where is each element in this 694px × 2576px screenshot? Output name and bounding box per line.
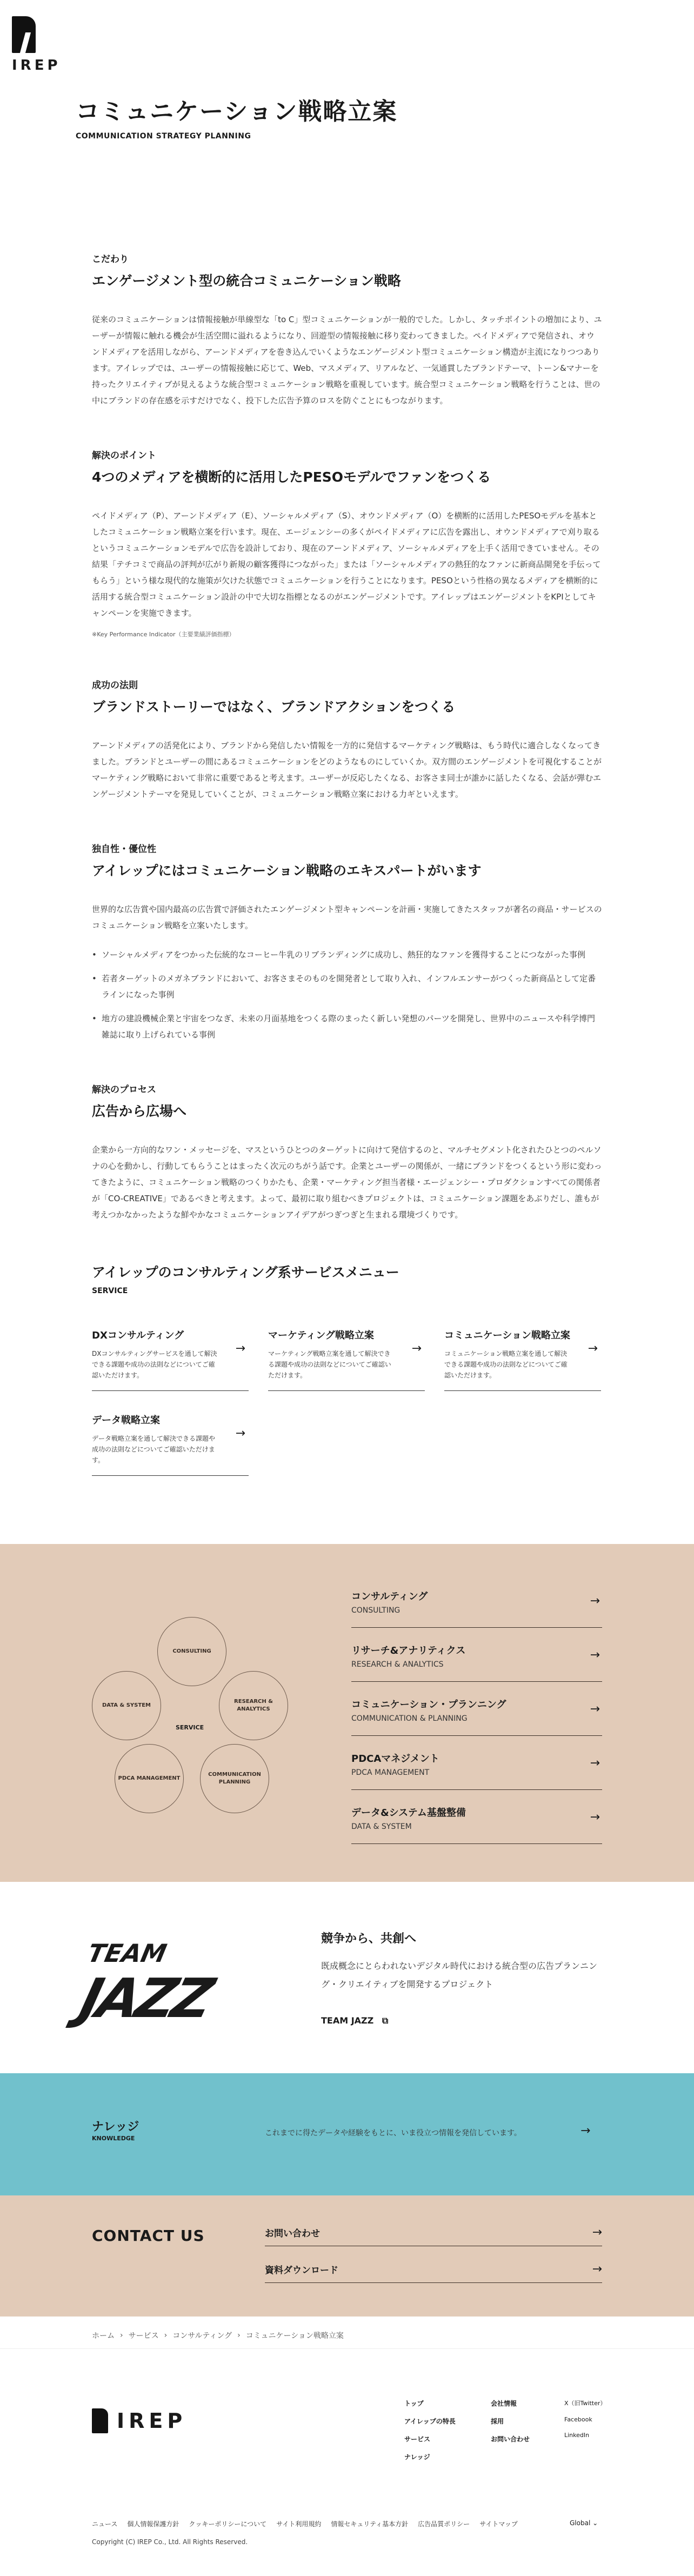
- section-heading: 広告から広場へ: [92, 1103, 187, 1119]
- arrow-right-icon: →: [592, 2262, 602, 2276]
- arrow-right-icon: →: [590, 1648, 600, 1662]
- team-jazz-link[interactable]: [321, 2015, 388, 2026]
- service-card-title: データ戦略立案: [92, 1415, 160, 1426]
- service-card-desc: マーケティング戦略立案を通して解決できる課題や成功の法則などについてご確認いただけます。: [268, 1350, 391, 1379]
- copyright: Copyright (C) IREP Co., Ltd. All Rights Reserved.: [92, 2538, 248, 2546]
- section-advantage: [92, 841, 602, 1043]
- consulting-item-title: コンサルティング: [351, 1590, 428, 1602]
- logo-mark-icon: [92, 2408, 108, 2433]
- team-jazz-logo-top: TEAM: [85, 1939, 169, 1968]
- team-jazz-heading: 競争から、共創へ: [321, 1932, 417, 1946]
- service-card-title: マーケティング戦略立案: [268, 1330, 374, 1341]
- footer-nav-col-1: [404, 2399, 456, 2470]
- contact-band: [0, 2195, 694, 2317]
- page-title: コミュニケーション戦略立案: [76, 98, 398, 125]
- section-success: [92, 677, 602, 802]
- consulting-item[interactable]: [351, 1790, 602, 1844]
- section-point: [92, 448, 602, 638]
- chevron-down-icon: ⌄: [592, 2519, 598, 2527]
- contact-title: CONTACT US: [92, 2227, 205, 2245]
- service-card-desc: データ戦略立案を通して解決できる課題や成功の法則などについてご確認いただけます。: [92, 1435, 216, 1464]
- footer-link[interactable]: トップ: [404, 2400, 424, 2407]
- service-menu-subtitle: SERVICE: [92, 1287, 128, 1295]
- section-eyebrow: 解決のプロセス: [92, 1084, 156, 1095]
- knowledge-desc: これまでに得たデータや経験をもとに、いま役立つ情報を発信しています。: [265, 2129, 522, 2138]
- consulting-item-en: DATA & SYSTEM: [351, 1822, 412, 1831]
- breadcrumb-separator: ›: [237, 2331, 241, 2340]
- service-menu-title: アイレップのコンサルティング系サービスメニュー: [92, 1264, 399, 1280]
- diagram-node-research: RESEARCH & ANALYTICS: [219, 1671, 288, 1740]
- team-jazz-section: [0, 1882, 694, 2073]
- contact-link-label: お問い合わせ: [265, 2228, 320, 2239]
- section-heading: 4つのメディアを横断的に活用したPESOモデルでファンをつくる: [92, 469, 491, 485]
- team-jazz-link-label: TEAM JAZZ: [321, 2015, 374, 2026]
- site-header: [0, 0, 694, 81]
- footer-social-col: [564, 2399, 606, 2447]
- footer-social-link[interactable]: X（旧Twitter）: [564, 2400, 606, 2407]
- section-note: ※Key Performance Indicator（主要業績評価指標）: [92, 631, 235, 638]
- arrow-right-icon: →: [590, 1702, 600, 1716]
- arrow-right-icon: →: [588, 1342, 598, 1355]
- arrow-right-icon: →: [592, 2226, 602, 2239]
- footer-bottom-links: [92, 2519, 518, 2528]
- list-item: • 若者ターゲットのメガネブランドにおいて、お客さまそのものを開発者として取り入れ、インフルエンサーがつくった新商品として定番ラインになった事例: [92, 970, 602, 1003]
- footer-link[interactable]: サービス: [404, 2435, 431, 2443]
- list-item: • 地方の建設機械企業と宇宙をつなぎ、未来の月面基地をつくる際のまったく新しい発想のパーツを開発し、世界中のニュースや科学博門雑誌に取り上げられている事例: [92, 1010, 602, 1043]
- service-card-dx[interactable]: [92, 1328, 249, 1391]
- consulting-band: [0, 1544, 694, 1882]
- arrow-right-icon: →: [590, 1756, 600, 1770]
- service-card-title: DXコンサルティング: [92, 1330, 184, 1341]
- breadcrumb-separator: ›: [120, 2331, 123, 2340]
- section-body: アーンドメディアの活発化により、ブランドから発信したい情報を一方的に発信するマーケティング戦略は、もう時代に適合しなくなってきました。ブランドとユーザーの間にあるコミュニケーションをどのようなものにしていくか。双方間のエンゲージメントを可視化することがマーケティング戦略において非常に重要であると考えます。ユーザーが反応したくなる、お客さま同士が誰かに話したくなる、会話が弾むエンゲージメントテーマを発見していくことが、コミュニケーション戦略立案における力ギといえます。: [92, 741, 602, 799]
- diagram-node-communication: COMMUNICATION PLANNING: [200, 1744, 269, 1813]
- service-grid: [92, 1328, 602, 1476]
- knowledge-subtitle: KNOWLEDGE: [92, 2135, 135, 2142]
- section-eyebrow: こだわり: [92, 254, 129, 265]
- footer-bottom-link[interactable]: 情報セキュリティ基本方針: [331, 2520, 409, 2528]
- team-jazz-body: 既成概念にとらわれないデジタル時代における統合型の広告プランニング・クリエイティブを開発するプロジェクト: [321, 1961, 598, 1989]
- diagram-center-label: SERVICE: [176, 1724, 204, 1731]
- arrow-right-icon: →: [235, 1342, 245, 1355]
- footer-bottom-link[interactable]: サイト利用規約: [276, 2520, 322, 2528]
- arrow-right-icon: →: [590, 1594, 600, 1608]
- section-heading: アイレップにはコミュニケーション戦略のエキスパートがいます: [92, 863, 482, 878]
- footer-nav-col-2: [491, 2399, 530, 2452]
- global-select[interactable]: [570, 2519, 598, 2527]
- footer-link[interactable]: 採用: [491, 2418, 504, 2425]
- section-body: ペイドメディア（P）、アーンドメディア（E）、ソーシャルメディア（S）、オウンドメディア（O）を横断的に活用したPESOモデルを基本としたコミュニケーション戦略立案を行います。現在、エージェンシーの多くがペイドメディアに広告を露出し、オウンドメディアで刈り取るというコミュニケーションモデルで広告を設計しており、現在のアーンドメディア、ソーシャルメディアを上手く活用できていません。その結果「テチコミで商品の評判が広がり新規の顧客獲得につながった」または「ソーシャルメディアの熱狂的なファンに新商品開発を手伝ってもらう」という様な現代的な施策が欠けた状態でコミュニケーションを行うことになります。PESOという性格の異なるメディアを横断的に活用する統合型コミュニケーション設計の中で大切な指標となるのがエンゲージメントです。アイレップはエンゲージメントをKPIとしてキャンペーンを実施できます。: [92, 511, 601, 618]
- site-footer: [0, 2349, 694, 2576]
- consulting-item[interactable]: [351, 1736, 602, 1790]
- service-card-communication[interactable]: [444, 1328, 601, 1391]
- team-jazz-text: [321, 1929, 602, 2026]
- main-content: [0, 81, 694, 1476]
- knowledge-banner[interactable]: [0, 2073, 694, 2195]
- consulting-item-en: CONSULTING: [351, 1606, 401, 1615]
- service-card-desc: コミュニケーション戦略立案を通して解決できる課題や成功の法則などについてご確認いただけます。: [444, 1350, 568, 1379]
- global-select-label: Global: [570, 2519, 591, 2527]
- footer-social-link[interactable]: LinkedIn: [564, 2432, 590, 2439]
- footer-bottom-link[interactable]: クッキーポリシーについて: [189, 2520, 267, 2528]
- breadcrumb-home[interactable]: ホーム: [92, 2331, 115, 2340]
- section-body: 世界的な広告賞や国内最高の広告賞で評価されたエンゲージメント型キャンペーンを計画・実施してきたスタッフが著名の商品・サービスのコミュニケーション戦略を立案いたします。: [92, 904, 602, 930]
- service-card-desc: DXコンサルティングサービスを通して解決できる課題や成功の法則などについてご確認いただけます。: [92, 1350, 217, 1379]
- footer-link[interactable]: お問い合わせ: [491, 2435, 530, 2443]
- team-jazz-logo-main: JAZZ: [74, 1967, 217, 2030]
- team-jazz-logo: [74, 1936, 254, 2030]
- footer-logo-text: IREP: [117, 2409, 187, 2433]
- section-eyebrow: 解決のポイント: [92, 450, 156, 461]
- service-menu: [92, 1262, 602, 1476]
- footer-bottom-link[interactable]: サイトマップ: [479, 2520, 518, 2528]
- section-eyebrow: 成功の法則: [92, 680, 138, 691]
- diagram-node-data: DATA & SYSTEM: [92, 1671, 161, 1740]
- breadcrumb-service[interactable]: サービス: [128, 2331, 159, 2340]
- consulting-item-title: リサーチ&アナリティクス: [351, 1645, 466, 1656]
- consulting-item-en: COMMUNICATION & PLANNING: [351, 1714, 468, 1723]
- breadcrumb-separator: ›: [164, 2331, 168, 2340]
- footer-link[interactable]: ナレッジ: [404, 2453, 430, 2461]
- knowledge-title: ナレッジ: [92, 2120, 139, 2134]
- diagram-node-consulting: CONSULTING: [157, 1617, 226, 1686]
- section-eyebrow: 独自性・優位性: [92, 844, 156, 855]
- consulting-item-en: PDCA MANAGEMENT: [351, 1768, 430, 1777]
- footer-social-link[interactable]: Facebook: [564, 2416, 592, 2423]
- list-item: • ソーシャルメディアをつかった伝統的なコーヒー牛乳のリブランディングに成功し、熱狂的なファンを獲得することにつながった事例: [92, 947, 602, 963]
- section-heading: エンゲージメント型の統合コミュニケーション戦略: [92, 273, 401, 289]
- footer-link[interactable]: アイレップの特長: [404, 2418, 456, 2425]
- service-diagram: [92, 1617, 292, 1822]
- consulting-item[interactable]: [351, 1682, 602, 1736]
- logo-text: IREP: [12, 57, 61, 74]
- external-link-icon: ⧉: [382, 2015, 389, 2026]
- footer-logo[interactable]: [92, 2408, 186, 2433]
- arrow-right-icon: →: [590, 1810, 600, 1824]
- consulting-item-title: データ&システム基盤整備: [351, 1807, 466, 1819]
- page-title-block: [76, 92, 397, 141]
- contact-link-label: 資料ダウンロード: [265, 2265, 338, 2276]
- breadcrumb-consulting[interactable]: コンサルティング: [172, 2331, 232, 2340]
- footer-bottom-link[interactable]: ニュース: [92, 2520, 118, 2528]
- service-card-marketing[interactable]: [268, 1328, 425, 1391]
- section-kodawari: [92, 251, 602, 409]
- contact-download-link[interactable]: [265, 2256, 602, 2283]
- arrow-right-icon: →: [580, 2124, 591, 2138]
- section-body: 従来のコミュニケーションは情報接触が単線型な「to C」型コミュニケーションが一般的でした。しかし、タッチポイントの増加により、ユーザーが情報に触れる機会が生活空間に溢れるようになり、回遊型の情報接触に移り変わってきました。ペイドメディアで発信され、オウンドメディアを活用しながら、アーンドメディアを巻き込んでいくようなエンゲージメント型コミュニケーション構造が主流になりつつあります。アイレップでは、ユーザーの情報接触に応じて、Web、マスメディア、リアルなど、一気通貫したブランドテーマ、トーン&マナーを持ったクリエイティブが見えるような統合型コミュニケーション戦略を重視しています。統合型コミュニケーション戦略を行うことは、世の中にブランドの存在感を示すだけでなく、投下した広告予算のロスを防ぐことにもつながります。: [92, 315, 602, 405]
- arrow-right-icon: →: [411, 1342, 422, 1355]
- diagram-node-pdca: PDCA MANAGEMENT: [115, 1744, 184, 1813]
- section-process: [92, 1082, 602, 1223]
- consulting-item-en: RESEARCH & ANALYTICS: [351, 1660, 444, 1669]
- consulting-item[interactable]: [351, 1628, 602, 1682]
- section-heading: ブランドストーリーではなく、ブランドアクションをつくる: [92, 699, 456, 715]
- breadcrumb-current: コミュニケーション戦略立案: [245, 2331, 344, 2340]
- service-card-title: コミュニケーション戦略立案: [444, 1330, 570, 1341]
- logo[interactable]: [12, 16, 694, 74]
- page-subtitle: COMMUNICATION STRATEGY PLANNING: [76, 132, 251, 141]
- service-card-data[interactable]: [92, 1413, 249, 1476]
- consulting-item-title: コミュニケーション・プランニング: [351, 1699, 506, 1710]
- logo-mark-icon: [12, 16, 36, 53]
- consulting-item-title: PDCAマネジメント: [351, 1753, 439, 1765]
- contact-inquiry-link[interactable]: [265, 2219, 602, 2246]
- footer-link[interactable]: 会社情報: [491, 2400, 517, 2407]
- section-body: 企業から一方向的なワン・メッセージを、マスというひとつのターゲットに向けて発信するのと、マルチセグメント化されたひとつのペルソナの心を動かし、行動してもらうことはまったく次元のちがう話です。企業とユーザーの関係が、一緒にブランドをつくるという形に変わってきたように、コミュニケーション戦略のつくりかたも、企業・マーケティング担当者様・エージェンシー・プロダクションすべての関係者が「CO-CREATIVE」であるべきと考えます。よって、最初に取り組むべきプロジェクトは、コミュニケーション課題をあぶりだし、誰もが考えつかなかったような鮮やかなコミュニケーションアイデアがつぎつぎと生まれる環境づくりです。: [92, 1145, 602, 1220]
- case-list: [92, 947, 602, 1043]
- arrow-right-icon: →: [235, 1427, 245, 1440]
- footer-bottom-link[interactable]: 個人情報保護方針: [127, 2520, 179, 2528]
- footer-bottom-link[interactable]: 広告品質ポリシー: [418, 2520, 470, 2528]
- consulting-item[interactable]: [351, 1574, 602, 1628]
- breadcrumb: [0, 2317, 694, 2349]
- consulting-list: [351, 1574, 602, 1844]
